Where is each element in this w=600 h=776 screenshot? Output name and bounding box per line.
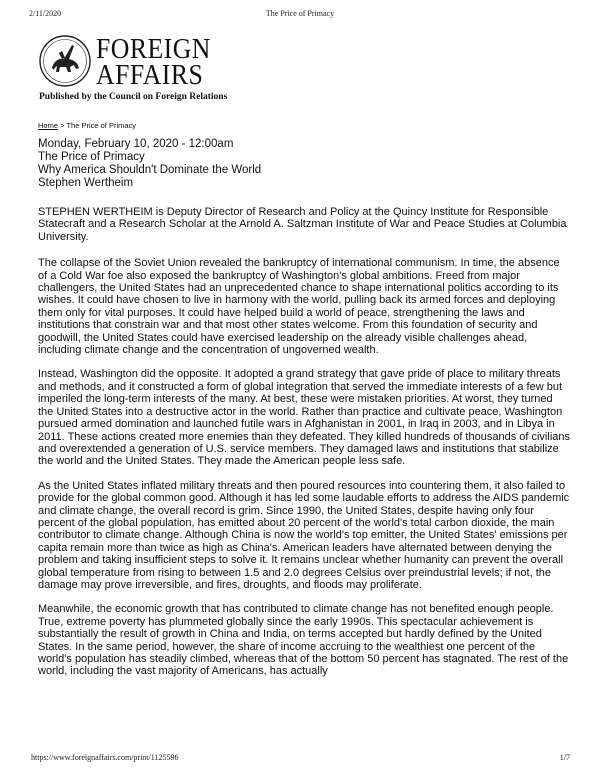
page-number: 1/7 [559, 753, 570, 762]
body-paragraph: As the United States inflated military threats and then poured resources into countering them, it also failed to provide for the global common good. Although it has led some laudable efforts to address the AIDS pandemic and climate change, the overall record is grim. Since 1990, the United States, despite having only four percent of the global population, has emitted about 20 percent of the world's total carbon dioxide, the main contributor to climate change. Although China is now the world's top emitter, the United States' emissions per capita remain more than twice as high as China's. American leaders have alternated between denying the problem and taking insufficient steps to solve it. It remains unclear whether humanity can prevent the overall global temperature from rising to between 1.5 and 2.0 degrees Celsius over preindustrial levels; if not, the damage may prove irreversible, and fires, droughts, and floods may proliferate. [38, 479, 570, 591]
article-author: Stephen Wertheim [38, 177, 134, 189]
body-paragraph: Meanwhile, the economic growth that has contributed to climate change has not benefited enough people. True, extreme poverty has plummeted globally since the early 1990s. This spectacular achievement is substantially the result of growth in China and India, on terms accepted but hardly defined by the United States. In the same period, however, the share of income accruing to the wealthiest one percent of the world's population has steadily climbed, whereas that of the bottom 50 percent has stagnated. The rest of the world, including the vast majority of Americans, has actually [38, 603, 569, 678]
article-dateline: Monday, February 10, 2020 - 12:00am [38, 138, 234, 150]
article-title: The Price of Primacy [38, 151, 145, 163]
brand-name-line2: AFFAIRS [96, 60, 204, 91]
article-subtitle: Why America Shouldn't Dominate the World [38, 164, 262, 176]
breadcrumb [38, 121, 136, 130]
article-meta [38, 138, 261, 190]
print-date: 2/11/2020 [29, 9, 62, 18]
breadcrumb-current: The Price of Primacy [66, 121, 137, 130]
foreign-affairs-logo-icon [38, 34, 94, 88]
body-paragraph: The collapse of the Soviet Union revealed the bankruptcy of international communism. In time, the absence of a Cold War foe also exposed the bankruptcy of Washington's global ambitions. Freed from major challengers, the United States had an unprecedented chance to shape international politics according to its wishes. It could have chosen to live in harmony with the world, pulling back its armed forces and deploying them only for vital purposes. It could have helped build a world of peace, strengthening the laws and institutions that constrain war and that most other states welcome. From this foundation of security and goodwill, the United States could have exercised leadership on the already visible challenges ahead, including climate change and the concentration of ungoverned wealth. [38, 257, 560, 357]
article-body [38, 206, 570, 690]
body-paragraph: Instead, Washington did the opposite. It adopted a grand strategy that gave pride of place to military threats and methods, and it constructed a form of global integration that served the immediate interests of a few but imperiled the long-term interests of the many. At best, these were mistaken priorities. At worst, they turned the United States into a destructive actor in the world. Rather than practice and cultivate peace, Washington pursued armed domination and launched futile wars in Afghanistan in 2001, in Iraq in 2003, and in Libya in 2011. These actions created more enemies than they defeated. They killed hundreds of thousands of civilians and overextended a generation of U.S. service members. They damaged laws and institutions that stabilize the world and the United States. They made the American people less safe. [38, 368, 570, 468]
print-title: The Price of Primacy [265, 9, 335, 18]
publisher-tagline: Published by the Council on Foreign Relations [39, 92, 228, 102]
breadcrumb-separator: > [58, 121, 67, 130]
print-url: https://www.foreignaffairs.com/print/1125596 [31, 753, 179, 762]
breadcrumb-home-link[interactable]: Home [38, 121, 59, 130]
brand-name-line1: FOREIGN [96, 34, 211, 65]
author-bio: STEPHEN WERTHEIM is Deputy Director of Research and Policy at the Quincy Institute for Responsible Statecraft and a Research Scholar at the Arnold A. Saltzman Institute of War and Peace Studies at Columbia University. [38, 206, 567, 243]
